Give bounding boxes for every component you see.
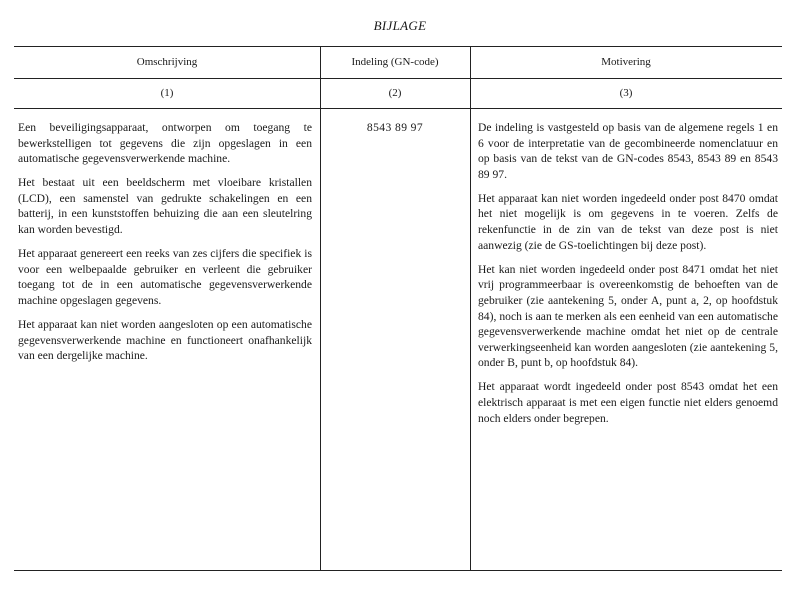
- column-number-3: (3): [619, 87, 633, 99]
- cn-code: 8543 89 97: [366, 121, 424, 134]
- description-paragraph: Een beveiligingsapparaat, ontworpen om toegang te bewerkstelligen tot gegevens die zijn opgeslagen in een automatische gegevensverwerkende machine.: [18, 121, 312, 166]
- motivation-paragraph: De indeling is vastgesteld op basis van de algemene regels 1 en 6 voor de interpretatie van de gecombineerde nomenclatuur en op basis van de tekst van de GN-codes 8543, 8543 89 en 8543 89 97.: [478, 121, 778, 181]
- motivation-paragraph: Het apparaat wordt ingedeeld onder post 8543 omdat het een elektrisch apparaat is met een eigen functie niet elders genoemd noch elders onder begrepen.: [478, 380, 778, 425]
- classification-table: [14, 46, 782, 570]
- column-number-1: (1): [160, 87, 174, 99]
- header-indeling: Indeling (GN-code): [351, 56, 439, 68]
- motivation-paragraph: Het apparaat kan niet worden ingedeeld onder post 8470 omdat het niet mogelijk is om gegevens in te voeren. Zelfs de rekenfunctie in de zin van de tekst van deze post is niet aanwezig (zie de GS-toelichtingen bij deze post).: [478, 191, 778, 252]
- number-row-bottom-rule: [14, 108, 782, 109]
- column-divider-2: [470, 46, 471, 570]
- description-paragraph: Het bestaat uit een beeldscherm met vloeibare kristallen (LCD), een samenstel van gedrukte schakelingen en een batterij, in een kunststoffen behuizing die aan een sleutelring kan worden bevestigd.: [18, 176, 312, 237]
- table-bottom-rule: [14, 570, 782, 571]
- column-number-2: (2): [388, 87, 402, 99]
- description-cell: [18, 120, 312, 372]
- header-bottom-rule: [14, 78, 782, 79]
- description-paragraph: Het apparaat genereert een reeks van zes cijfers die specifiek is voor een welbepaalde gebruiker en verleent die gebruiker toegang tot de in een automatische gegevensverwerkende machine opgeslagen gegevens.: [18, 247, 312, 307]
- table-top-rule: [14, 46, 782, 47]
- motivation-cell: [478, 120, 778, 435]
- header-motivering: Motivering: [601, 56, 651, 68]
- motivation-paragraph: Het kan niet worden ingedeeld onder post 8471 omdat het niet vrij programmeerbaar is overeenkomstig de behoeften van de gebruiker (zie aantekening 5, onder A, punt a, 2, op hoofdstuk 84), noch is aan te merken als een eenheid van een automatische gegevensverwerkende machine omdat het niet op de centrale verwerkingseenheid kan worden aangesloten (zie aantekening 5, onder B, punt b, op hoofdstuk 84).: [478, 262, 778, 370]
- description-paragraph: Het apparaat kan niet worden aangesloten op een automatische gegevensverwerkende machine en functioneert onafhankelijk van een dergelijke machine.: [18, 318, 312, 363]
- header-omschrijving: Omschrijving: [136, 56, 198, 68]
- annex-title: BIJLAGE: [373, 18, 427, 33]
